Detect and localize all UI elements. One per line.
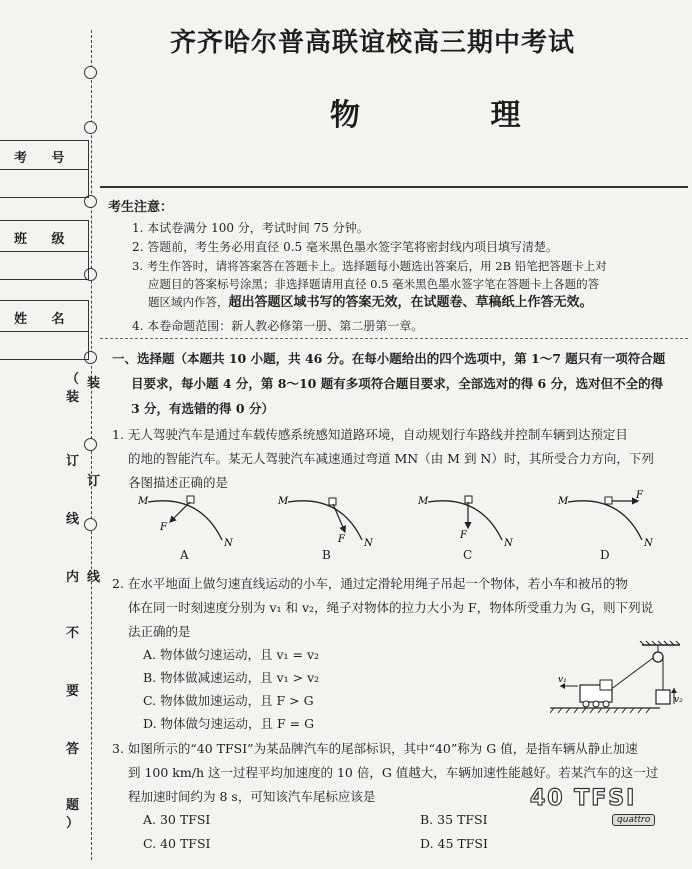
q1-a-label-f: F [160, 522, 167, 533]
tfsi-badge-sub: quattro [612, 814, 655, 826]
notice-item-4: 4. 本卷命题范围：新人教必修第一册、第二册第一章。 [132, 319, 424, 333]
q2-option-c[interactable]: C. 物体做加速运动，且 F > G [143, 693, 314, 708]
q2-label-v2: v₂ [674, 695, 683, 705]
q1-c-label-n: N [504, 538, 513, 549]
seal-outer-char: 线 [87, 570, 101, 585]
notice-item-3-tail [148, 292, 593, 313]
class-label: 班 级 [14, 232, 75, 247]
notice-rule [100, 338, 688, 339]
q1-b-label-f: F [338, 534, 345, 545]
seal-char: 装 [66, 390, 80, 405]
seal-char: 线 [66, 512, 80, 527]
q2-option-b[interactable]: B. 物体做减速运动，且 v₁ > v₂ [143, 670, 320, 685]
notice-item-3-emphasis: 超出答题区域书写的答案无效，在试题卷、草稿纸上作答无效。 [228, 295, 593, 310]
exam-title: 齐齐哈尔普高联谊校高三期中考试 [170, 28, 576, 58]
section-heading-line2: 目要求，每小题 4 分，第 8～10 题有多项符合题目要求，全部选对的得 6 分，选对但不全的得 [131, 376, 664, 391]
notice-item-3: 3. 考生作答时，请将答案答在答题卡上。选择题每小题选出答案后，用 2B 铅笔把答题卡上对 [132, 259, 607, 273]
seal-char: 不 [66, 626, 80, 641]
exam-number-label: 考 号 [14, 151, 75, 166]
q1-stem: 1. 无人驾驶汽车是通过车载传感系统感知道路环境，自动规划行车路线并控制车辆到达预定目 [112, 427, 628, 442]
q1-b-label-m: M [278, 496, 289, 507]
seal-char: （ [66, 372, 80, 387]
q3-option-d[interactable]: D. 45 TFSI [420, 836, 488, 851]
notice-item-3-cont: 应题目的答案标号涂黑；非选择题请用直径 0.5 毫米黑色墨水签字笔在答题卡上各题的答 [148, 277, 600, 291]
q3-stem: 3. 如图所示的“40 TFSI”为某品牌汽车的尾部标识，其中“40”称为 G 值，是指车辆从静止加速 [112, 741, 638, 756]
q1-diagram-a [137, 496, 234, 549]
q3-stem-line2: 到 100 km/h 这一过程平均加速度的 10 倍，G 值越大，车辆加速性能越好。若某汽车的这一过 [128, 765, 659, 780]
q1-a-label-m: M [138, 496, 149, 507]
q2-option-a[interactable]: A. 物体做匀速运动，且 v₁ = v₂ [143, 647, 320, 662]
subject-title: 物 理 [330, 98, 581, 133]
section-heading-line3: 3 分，有选错的得 0 分） [131, 401, 274, 416]
notice-heading: 考生注意： [108, 200, 174, 215]
q1-diagram-d [557, 490, 654, 549]
q1-a-label-n: N [224, 538, 233, 549]
notice-item-3-tail-normal: 题区域内作答， [148, 295, 229, 309]
notice-item-2: 2. 答题前，考生务必用直径 0.5 毫米黑色墨水签字笔将密封线内项目填写清楚。 [132, 240, 558, 254]
header-rule [100, 186, 688, 188]
q1-diagrams [130, 490, 670, 570]
seal-char: 内 [66, 570, 80, 585]
seal-char: ） [66, 816, 80, 831]
q1-diagram-b [277, 496, 374, 549]
name-label: 姓 名 [14, 312, 75, 327]
q2-stem-line2: 体在同一时刻速度分别为 v₁ 和 v₂，绳子对物体的拉力大小为 F，物体所受重力为 G，则下列说 [128, 600, 654, 615]
tfsi-badge-main: 40 TFSI [530, 786, 637, 811]
q1-stem-line2: 的地的智能汽车。某无人驾驶汽车减速通过弯道 MN（由 M 到 N）时，其所受合力方向，下列 [128, 451, 654, 466]
q1-option-d[interactable]: D [600, 548, 610, 562]
binding-hole [84, 518, 97, 531]
q3-option-a[interactable]: A. 30 TFSI [143, 812, 211, 827]
q1-d-label-f: F [636, 490, 643, 501]
q1-d-label-n: N [644, 538, 653, 549]
seal-outer-char: 订 [87, 474, 101, 489]
q2-stem-line3: 法正确的是 [128, 624, 191, 639]
q1-diagram-c [417, 496, 514, 549]
tfsi-badge [530, 786, 680, 830]
q1-option-c[interactable]: C [463, 548, 473, 562]
seal-char: 要 [66, 684, 80, 699]
q1-stem-line3: 各图描述正确的是 [128, 475, 229, 490]
class-field[interactable] [0, 220, 89, 280]
q1-d-label-m: M [558, 496, 569, 507]
q3-option-b[interactable]: B. 35 TFSI [420, 812, 488, 827]
q1-c-label-m: M [418, 496, 429, 507]
q2-label-v1: v₁ [558, 675, 567, 685]
seal-char: 订 [66, 454, 80, 469]
seal-outer-char: 装 [87, 376, 101, 391]
binding-hole [84, 121, 97, 134]
q2-diagram [550, 640, 685, 720]
q3-option-c[interactable]: C. 40 TFSI [143, 836, 211, 851]
q1-option-a[interactable]: A [180, 548, 189, 562]
binding-hole [84, 438, 97, 451]
seal-char: 答 [66, 742, 80, 757]
q1-b-label-n: N [364, 538, 373, 549]
q2-stem: 2. 在水平地面上做匀速直线运动的小车，通过定滑轮用绳子吊起一个物体，若小车和被吊的物 [112, 576, 628, 591]
q1-c-label-f: F [460, 530, 467, 541]
exam-number-field[interactable] [0, 140, 89, 198]
q1-option-b[interactable]: B [322, 548, 331, 562]
seal-char: 题 [66, 798, 80, 813]
binding-hole [84, 66, 97, 79]
q2-option-d[interactable]: D. 物体做匀速运动，且 F = G [143, 716, 315, 731]
q3-stem-line3: 程加速时间约为 8 s，可知该汽车尾标应该是 [128, 789, 376, 804]
section-heading: 一、选择题（本题共 10 小题，共 46 分。在每小题给出的四个选项中，第 1～7 题只有一项符合题 [112, 351, 666, 366]
name-field[interactable] [0, 300, 89, 360]
notice-item-1: 1. 本试卷满分 100 分，考试时间 75 分钟。 [132, 221, 369, 235]
